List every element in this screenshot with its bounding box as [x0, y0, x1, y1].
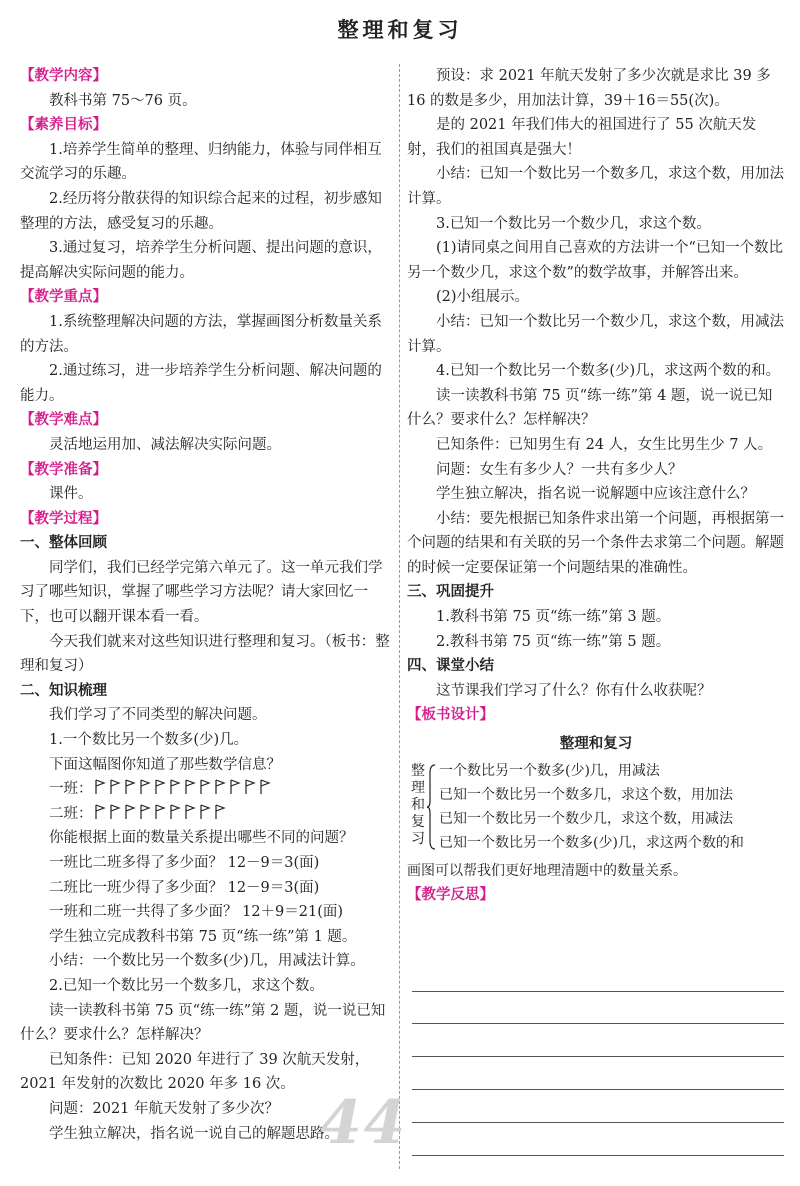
- board-design: [407, 759, 785, 859]
- board-vertical-char: 习: [411, 830, 425, 847]
- writing-line: [412, 1122, 784, 1123]
- paragraph: (2)小组展示。: [436, 289, 530, 306]
- paragraph: 问题：女生有多少人？一共有多少人？: [436, 461, 683, 478]
- board-vertical-char: 复: [411, 813, 425, 830]
- flag-icon: [123, 804, 138, 820]
- flag-icon: [108, 804, 123, 820]
- board-line: 已知一个数比另一个数少几，求这个数，用减法: [439, 810, 733, 827]
- paragraph: (1)请同桌之间用自己喜欢的方法讲一个“已知一个数比另一个数少几，求这个数”的数学故事，并解答出来。: [407, 240, 783, 281]
- goal-item: 3.通过复习，培养学生分析问题、提出问题的意识，提高解决实际问题的能力。: [20, 240, 382, 281]
- paragraph: 我们学习了不同类型的解决问题。: [49, 707, 267, 724]
- key-item: 2.通过练习，进一步培养学生分析问题、解决问题的能力。: [20, 363, 382, 404]
- heading-summary: 四、课堂小结: [407, 658, 494, 675]
- paragraph: 二班比一班少得了多少面？ 12－9＝3(面): [49, 879, 320, 896]
- left-column: [20, 64, 392, 1146]
- paragraph: 同学们，我们已经学完第六单元了。这一单元我们学习了哪些知识，掌握了哪些学习方法呢？请大家回忆一下，也可以翻开课本看一看。: [20, 559, 383, 626]
- class1-flag-row: [20, 777, 392, 802]
- flag-icon: [153, 779, 168, 795]
- difficult-text: 灵活地运用加、减法解决实际问题。: [49, 436, 281, 453]
- flag-icon: [138, 779, 153, 795]
- writing-line: [412, 991, 784, 992]
- board-vertical-char: 理: [411, 779, 425, 796]
- paragraph: 4.已知一个数比另一个数多(少)几，求这两个数的和。: [436, 363, 781, 380]
- flag-icon: [108, 779, 123, 795]
- class2-flags: [93, 806, 228, 822]
- flag-icon: [258, 779, 273, 795]
- flag-icon: [198, 779, 213, 795]
- heading-review: 一、整体回顾: [20, 535, 107, 552]
- heading-knowledge: 二、知识梳理: [20, 682, 107, 699]
- flag-icon: [243, 779, 258, 795]
- paragraph: 小结：一个数比另一个数多(少)几，用减法计算。: [49, 953, 365, 970]
- paragraph: 是的 2021 年我们伟大的祖国进行了 55 次航天发射，我们的祖国真是强大！: [407, 117, 757, 158]
- board-vertical-title: [409, 763, 427, 848]
- flag-icon: [183, 804, 198, 820]
- class2-label: 二班：: [49, 805, 93, 822]
- section-tag-board: 【板书设计】: [407, 707, 494, 724]
- flag-icon: [123, 779, 138, 795]
- paragraph: 小结：已知一个数比另一个数多几，求这个数，用加法计算。: [407, 166, 784, 207]
- paragraph: 下面这幅图你知道了那些数学信息？: [49, 756, 281, 773]
- section-tag-goals: 【素养目标】: [20, 117, 107, 134]
- paragraph: 你能根据上面的数量关系提出哪些不同的问题？: [49, 830, 354, 847]
- section-tag-reflect: 【教学反思】: [407, 887, 494, 904]
- board-line: 一个数比另一个数多(少)几，用减法: [439, 762, 660, 779]
- board-vertical-char: 整: [411, 762, 425, 779]
- flag-icon: [153, 804, 168, 820]
- paragraph: 一班比二班多得了多少面？ 12－9＝3(面): [49, 855, 320, 871]
- flag-icon: [93, 804, 108, 820]
- page-title: 整理和复习: [337, 18, 463, 42]
- flag-icon: [183, 779, 198, 795]
- paragraph: 学生独立解决，指名说一说自己的解题思路。: [49, 1125, 339, 1142]
- heading-consolidate: 三、巩固提升: [407, 584, 494, 601]
- paragraph: 已知条件：已知男生有 24 人，女生比男生少 7 人。: [436, 436, 773, 453]
- key-item: 1.系统整理解决问题的方法，掌握画图分析数量关系的方法。: [20, 313, 382, 355]
- paragraph: 读一读教科书第 75 页“练一练”第 4 题，说一说已知什么？要求什么？怎样解决？: [407, 387, 773, 429]
- flag-icon: [213, 804, 228, 820]
- board-line: 已知一个数比另一个数多(少)几，求这两个数的和: [439, 834, 744, 851]
- section-tag-difficult: 【教学难点】: [20, 412, 107, 429]
- page-number: 44: [320, 1088, 408, 1158]
- brace-icon: [427, 763, 437, 851]
- writing-line: [412, 1056, 784, 1057]
- paragraph: 小结：已知一个数比另一个数少几，求这个数，用减法计算。: [407, 313, 784, 355]
- prep-text: 课件。: [49, 486, 93, 503]
- writing-line: [412, 1089, 784, 1090]
- board-vertical-char: 和: [411, 796, 425, 813]
- goal-item: 1.培养学生简单的整理、归纳能力，体验与同伴相互交流学习的乐趣。: [20, 141, 382, 183]
- board-conclusion: 画图可以帮我们更好地理清题中的数量关系。: [407, 862, 687, 879]
- right-column: [407, 64, 785, 908]
- flag-icon: [168, 779, 183, 795]
- paragraph: 小结：要先根据已知条件求出第一个问题，再根据第一个问题的结果和有关联的另一个条件去求第二个问题。解题的时候一定要保证第一个问题结果的准确性。: [407, 510, 784, 576]
- section-tag-content: 【教学内容】: [20, 68, 107, 84]
- flag-icon: [168, 804, 183, 820]
- class1-label: 一班：: [49, 781, 93, 798]
- paragraph: 这节课我们学习了什么？你有什么收获呢？: [436, 682, 712, 699]
- paragraph: 问题：2021 年航天发射了多少次？: [49, 1100, 280, 1117]
- paragraph: 2.教科书第 75 页“练一练”第 5 题。: [436, 633, 671, 650]
- class2-flag-row: [20, 802, 392, 827]
- paragraph: 1.教科书第 75 页“练一练”第 3 题。: [436, 609, 671, 626]
- goal-item: 2.经历将分散获得的知识综合起来的过程，初步感知整理的方法，感受复习的乐趣。: [20, 190, 382, 232]
- flag-icon: [138, 804, 153, 820]
- flag-icon: [228, 779, 243, 795]
- paragraph: 学生独立解决，指名说一说解题中应该注意什么？: [436, 486, 755, 503]
- board-lines: [439, 759, 785, 855]
- column-divider: [399, 64, 400, 1169]
- paragraph: 读一读教科书第 75 页“练一练”第 2 题，说一说已知什么？要求什么？怎样解决？: [20, 1002, 386, 1044]
- writing-line: [412, 1155, 784, 1156]
- section-tag-process: 【教学过程】: [20, 510, 107, 527]
- writing-line: [412, 1023, 784, 1024]
- paragraph: 2.已知一个数比另一个数多几，求这个数。: [49, 977, 324, 994]
- class1-flags: [93, 781, 273, 797]
- section-tag-key: 【教学重点】: [20, 289, 107, 306]
- paragraph: 预设：求 2021 年航天发射了多少次就是求比 39 多 16 的数是多少，用加法计算，39＋16＝55(次)。: [407, 68, 771, 109]
- paragraph: 今天我们就来对这些知识进行整理和复习。（板书：整理和复习）: [20, 633, 390, 675]
- flag-icon: [198, 804, 213, 820]
- paragraph: 学生独立完成教科书第 75 页“练一练”第 1 题。: [49, 928, 357, 945]
- section-tag-prep: 【教学准备】: [20, 461, 107, 478]
- paragraph: 3.已知一个数比另一个数少几，求这个数。: [436, 215, 711, 232]
- paragraph: 一班和二班一共得了多少面？ 12＋9＝21(面): [49, 904, 344, 921]
- content-text: 教科书第 75～76 页。: [49, 92, 197, 109]
- paragraph: 已知条件：已知 2020 年进行了 39 次航天发射，2021 年发射的次数比 2020 年多 16 次。: [20, 1051, 370, 1093]
- flag-icon: [213, 779, 228, 795]
- paragraph: 1.一个数比另一个数多(少)几。: [49, 732, 249, 749]
- flag-icon: [93, 779, 108, 795]
- board-line: 已知一个数比另一个数多几，求这个数，用加法: [439, 786, 733, 803]
- board-title: 整理和复习: [559, 736, 633, 753]
